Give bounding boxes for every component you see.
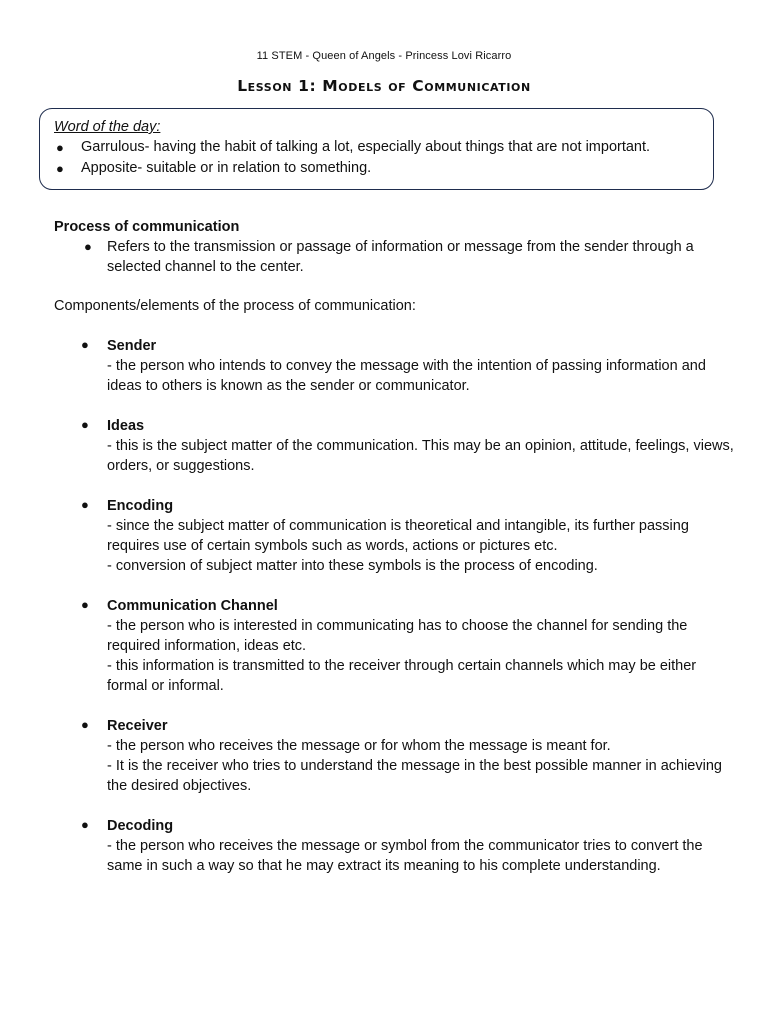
list-item: [54, 137, 713, 158]
component-name: Decoding: [107, 818, 174, 834]
components-list: [54, 336, 734, 876]
bullet-icon: ●: [81, 417, 89, 432]
process-description-list: [54, 237, 734, 277]
component-name: Communication Channel: [107, 598, 278, 614]
bullet-icon: ●: [56, 140, 64, 155]
process-description: Refers to the transmission or passage of information or message from the sender through a selected channel to the center.: [107, 239, 694, 275]
component-name: Encoding: [107, 498, 174, 514]
bullet-icon: ●: [81, 597, 89, 612]
word-of-the-day-box: [39, 108, 714, 190]
word-of-the-day-heading: Word of the day:: [54, 119, 161, 135]
bullet-icon: ●: [81, 817, 89, 832]
component-name: Receiver: [107, 718, 168, 734]
process-heading: Process of communication: [54, 219, 240, 235]
component-description: - the person who is interested in communicating has to choose the channel for sending the required information, ideas etc.: [107, 618, 688, 654]
component-name: Sender: [107, 338, 157, 354]
bullet-icon: ●: [56, 161, 64, 176]
main-content: [54, 217, 734, 896]
component-description: - the person who receives the message or for whom the message is meant for.: [107, 738, 611, 754]
bullet-icon: ●: [84, 239, 92, 254]
bullet-icon: ●: [81, 337, 89, 352]
word-definition: Apposite- suitable or in relation to something.: [81, 160, 372, 176]
component-item-ideas: [54, 416, 734, 476]
header-line: 11 STEM - Queen of Angels - Princess Lovi Ricarro: [256, 50, 512, 62]
list-item: [54, 237, 734, 277]
component-description: - It is the receiver who tries to understand the message in the best possible manner in achieving the desired objectives.: [107, 758, 722, 794]
component-description: - the person who intends to convey the message with the intention of passing information and ideas to others is known as the sender or communicator.: [107, 358, 706, 394]
list-item: [54, 158, 713, 179]
word-definition: Garrulous- having the habit of talking a lot, especially about things that are not important.: [81, 139, 651, 155]
bullet-icon: ●: [81, 497, 89, 512]
component-description: - this information is transmitted to the receiver through certain channels which may be either formal or informal.: [107, 658, 697, 694]
word-of-the-day-list: [54, 137, 713, 179]
component-description: - since the subject matter of communication is theoretical and intangible, its further passing requires use of certain symbols such as words, actions or pictures etc.: [107, 518, 689, 554]
component-description: - this is the subject matter of the communication. This may be an opinion, attitude, feelings, views, orders, or suggestions.: [107, 438, 734, 474]
component-item-communication-channel: [54, 596, 734, 696]
bullet-icon: ●: [81, 717, 89, 732]
component-name: Ideas: [107, 418, 145, 434]
component-item-decoding: [54, 816, 734, 876]
component-description: - the person who receives the message or symbol from the communicator tries to convert the same in such a way so that he may extract its meaning to his complete understanding.: [107, 838, 703, 874]
component-item-receiver: [54, 716, 734, 796]
component-item-sender: [54, 336, 734, 396]
component-description: - conversion of subject matter into these symbols is the process of encoding.: [107, 558, 598, 574]
component-item-encoding: [54, 496, 734, 576]
lesson-title: Lesson 1: Models of Communication: [237, 77, 531, 95]
components-intro: Components/elements of the process of communication:: [54, 298, 416, 314]
